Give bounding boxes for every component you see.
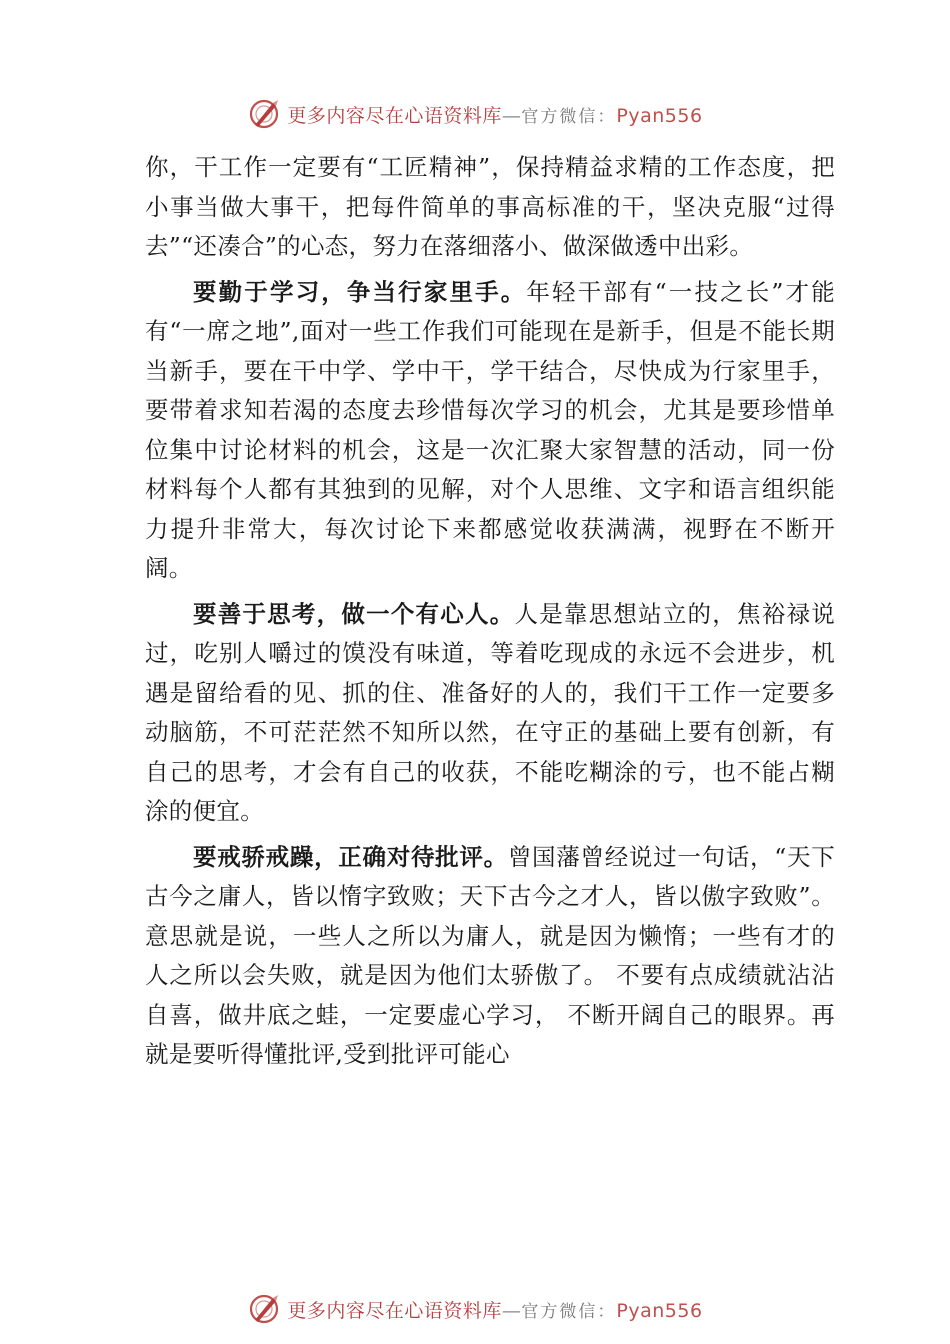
document-body: [145, 148, 835, 1081]
paragraph-body: 曾国藩曾经说过一句话，“天下古今之庸人，皆以惰字致败；天下古今之才人，皆以傲字致败”。意思就是说，一些人之所以为庸人，就是因为懒惰；一些有才的人之所以会失败，就是因为他们太骄傲了。 不要有点成绩就沾沾自喜，做井底之蛙，一定要虚心学习， 不断开阔自己的眼界。再就是要听得懂批评,受到批评可能心: [145, 842, 835, 1068]
paragraph-body: 年轻干部有“一技之长”才能有“一席之地”,面对一些工作我们可能现在是新手，但是不能长期当新手，要在干中学、学中干，学干结合，尽快成为行家里手，要带着求知若渴的态度去珍惜每次学习的机会，尤其是要珍惜单位集中讨论材料的机会，这是一次汇聚大家智慧的活动，同一份材料每个人都有其独到的见解，对个人思维、文字和语言组织能力提升非常大，每次讨论下来都感觉收获满满，视野在不断开阔。: [145, 277, 835, 582]
banner-title: 更多内容尽在心语资料库: [287, 1299, 502, 1322]
paragraph-heading: 要戒骄戒躁，正确对待批评。: [193, 842, 508, 871]
paragraph: [145, 273, 835, 589]
paragraph: [145, 838, 835, 1075]
banner-wechat-id: Pyan556: [616, 104, 703, 127]
paragraph-heading: 要勤于学习，争当行家里手。: [193, 277, 527, 306]
footer-banner-text: [287, 1296, 702, 1323]
quill-logo-icon: [247, 1292, 281, 1326]
header-banner: [0, 94, 950, 134]
quill-logo-icon: [247, 97, 281, 131]
paragraph-heading: 要善于思考，做一个有心人。: [193, 599, 515, 628]
header-banner-text: [287, 101, 702, 128]
paragraph-body: 人是靠思想站立的，焦裕禄说过，吃别人嚼过的馍没有味道，等着吃现成的永远不会进步，机遇是留给看的见、抓的住、准备好的人的，我们干工作一定要多动脑筋，不可茫茫然不知所以然，在守正的基础上要有创新，有自己的思考，才会有自己的收获，不能吃糊涂的亏，也不能占糊涂的便宜。: [145, 599, 835, 825]
banner-label: 官方微信：: [521, 1301, 617, 1322]
paragraph: [145, 148, 835, 267]
footer-banner: [0, 1289, 950, 1329]
banner-dash: —: [501, 104, 522, 127]
banner-wechat-id: Pyan556: [616, 1299, 703, 1322]
banner-dash: —: [501, 1299, 522, 1322]
paragraph-body: 你，干工作一定要有“工匠精神”，保持精益求精的工作态度，把小事当做大事干，把每件简单的事高标准的干，坚决克服“过得去”“还凑合”的心态，努力在落细落小、做深做透中出彩。: [145, 153, 835, 260]
banner-title: 更多内容尽在心语资料库: [287, 104, 502, 127]
paragraph: [145, 595, 835, 832]
banner-label: 官方微信：: [521, 106, 617, 127]
